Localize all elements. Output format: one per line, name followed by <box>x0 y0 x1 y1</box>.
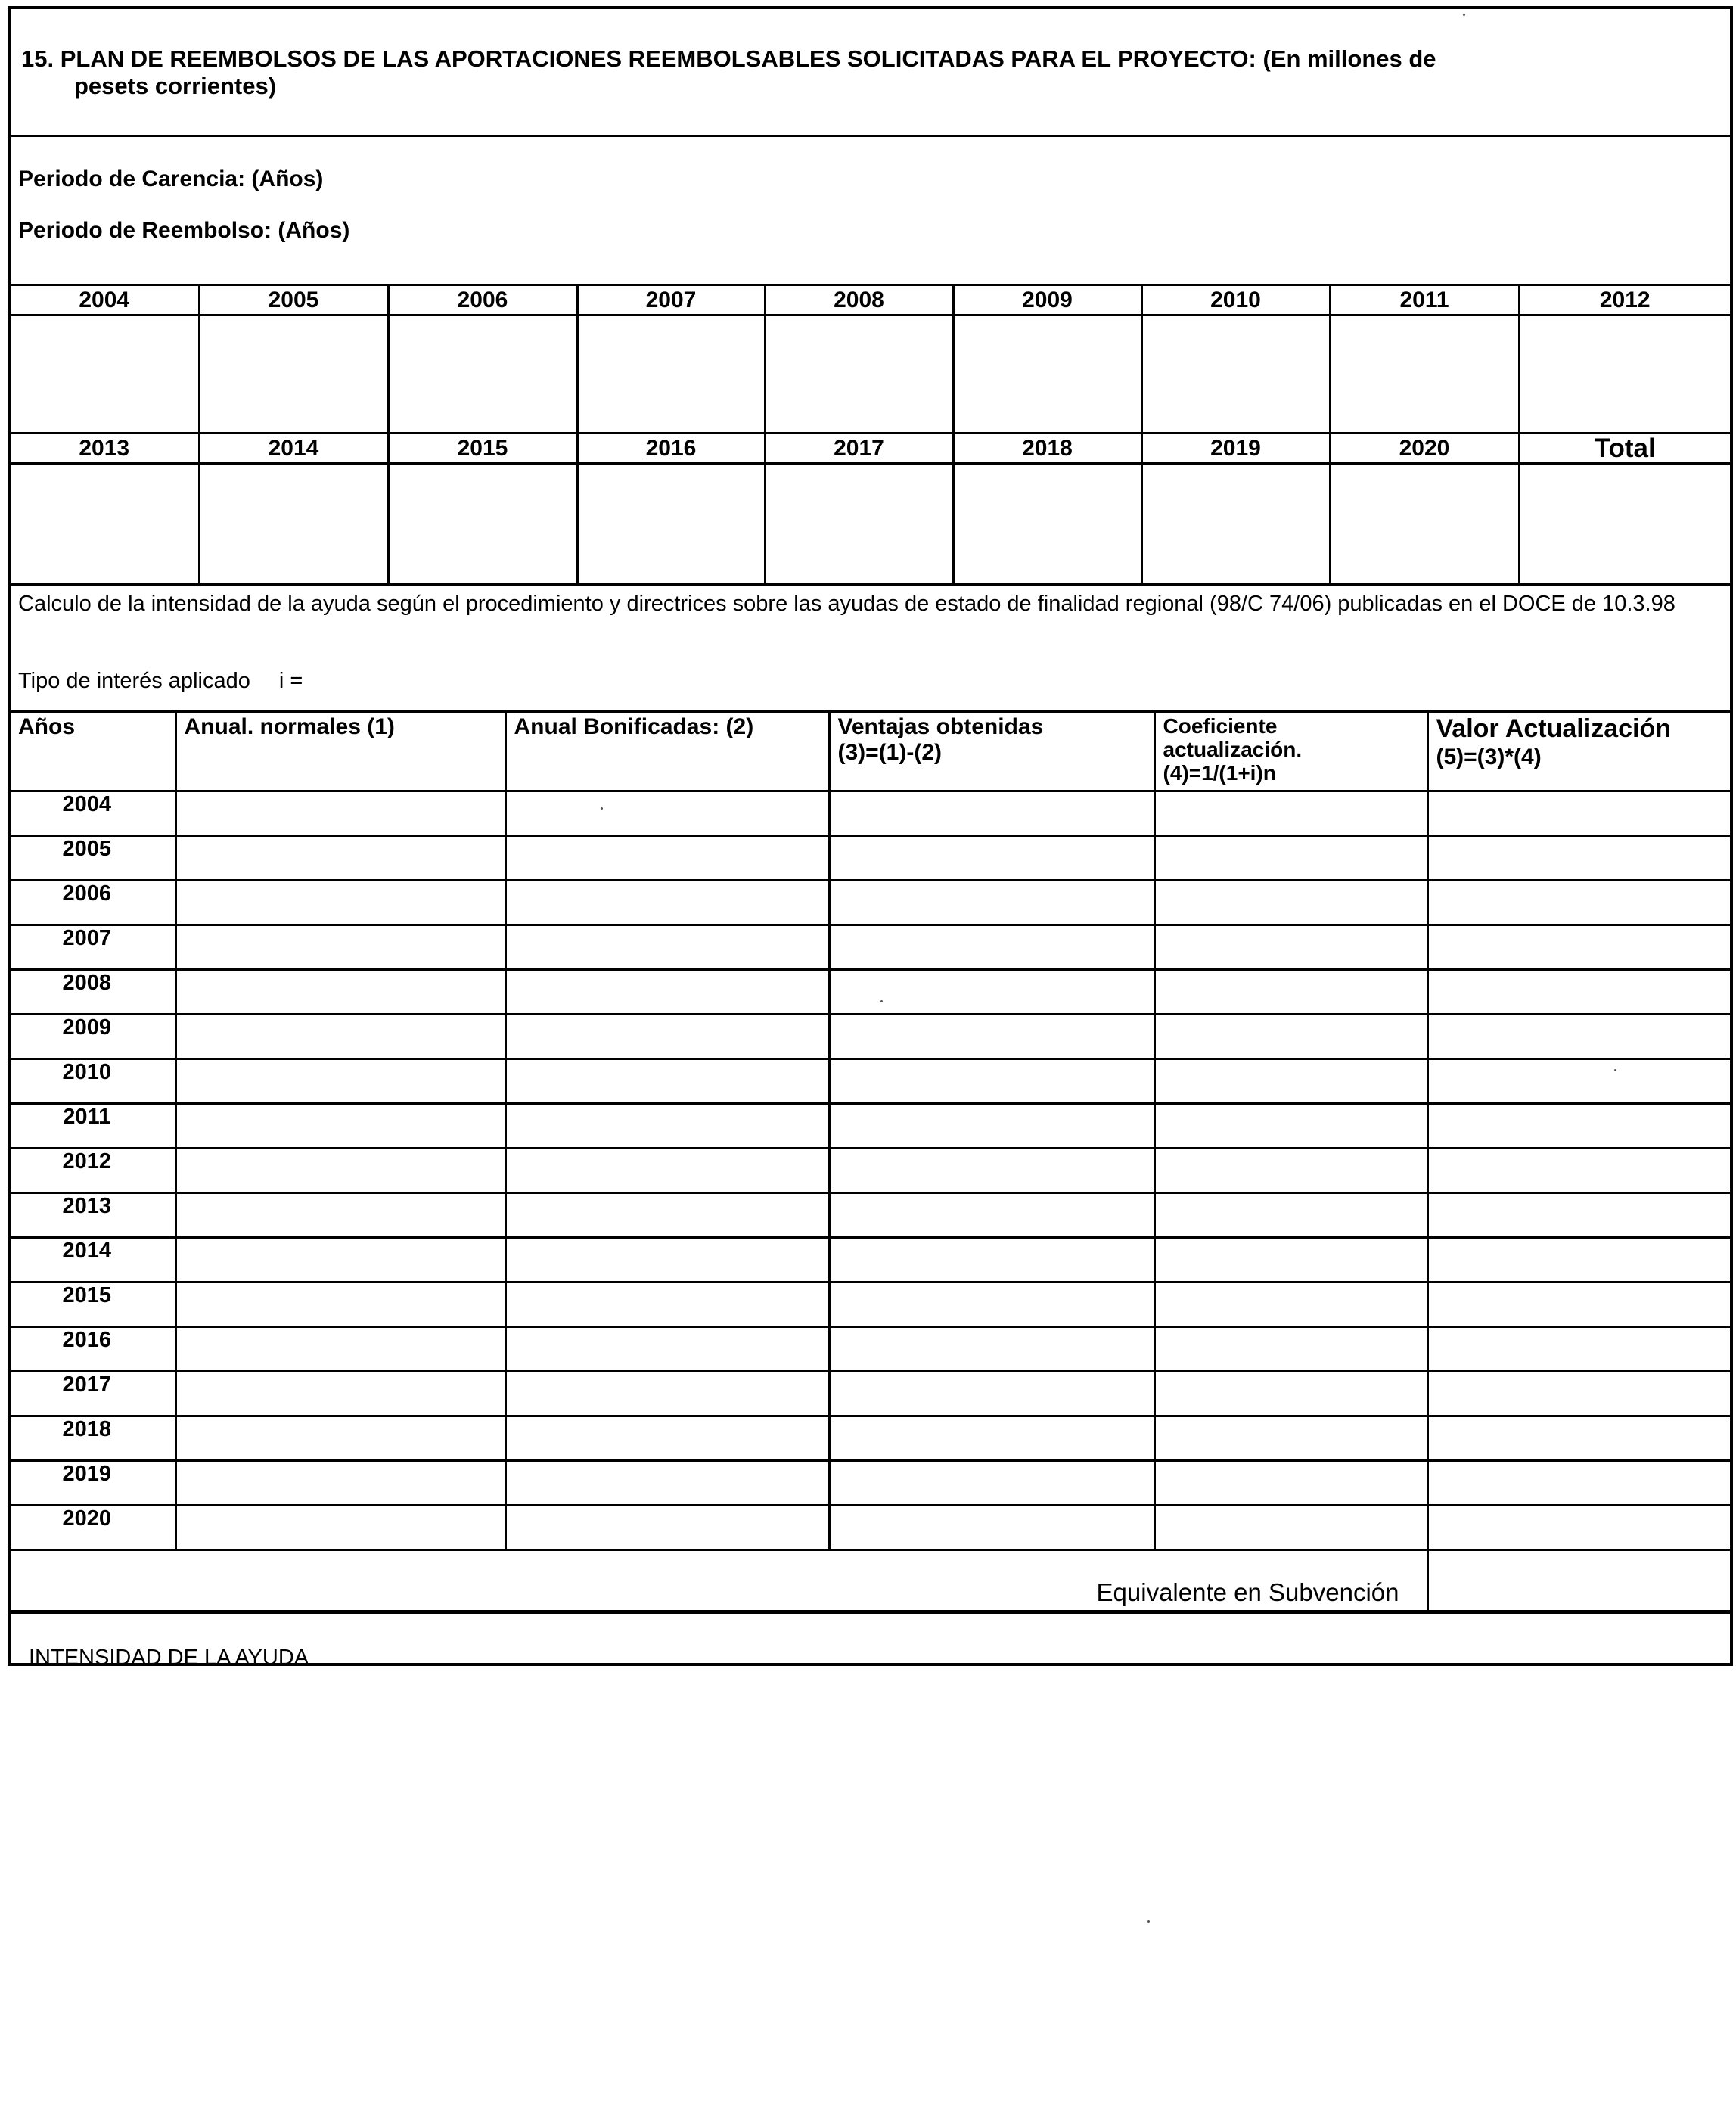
ventajas-field[interactable] <box>829 1015 1154 1059</box>
anual-normales-field[interactable] <box>175 970 505 1015</box>
year-header: 2009 <box>953 285 1141 316</box>
calc-table-header <box>11 712 1730 791</box>
year-header: 2010 <box>1141 285 1330 316</box>
coeficiente-field[interactable] <box>1154 970 1427 1015</box>
ventajas-field[interactable] <box>829 1238 1154 1282</box>
ventajas-field[interactable] <box>829 1416 1154 1461</box>
amount-field[interactable] <box>953 316 1141 434</box>
anual-bonificadas-field[interactable] <box>505 1059 829 1104</box>
anual-bonificadas-field[interactable] <box>505 1193 829 1238</box>
year-label: 2004 <box>11 791 175 836</box>
table-row <box>11 1416 1730 1461</box>
table-row <box>11 836 1730 881</box>
table-row <box>11 970 1730 1015</box>
divider <box>11 1612 1730 1614</box>
valor-actualizacion-field[interactable] <box>1427 836 1730 881</box>
year-header: 2004 <box>11 285 199 316</box>
anual-bonificadas-field[interactable] <box>505 1282 829 1327</box>
year-header: 2015 <box>388 434 577 464</box>
amount-field[interactable] <box>199 464 388 585</box>
anual-bonificadas-field[interactable] <box>505 1104 829 1149</box>
valor-actualizacion-field[interactable] <box>1427 1238 1730 1282</box>
periodo-carencia-label: Periodo de Carencia: (Años) <box>18 166 324 191</box>
anual-bonificadas-field[interactable] <box>505 1372 829 1416</box>
ventajas-field[interactable] <box>829 1461 1154 1506</box>
amount-field[interactable] <box>953 464 1141 585</box>
header-valor-line1: Valor Actualización <box>1436 714 1671 743</box>
table-row <box>11 1238 1730 1282</box>
year-header: 2012 <box>1519 285 1730 316</box>
anual-bonificadas-field[interactable] <box>505 1327 829 1372</box>
amount-row-2 <box>11 464 1730 585</box>
table-row <box>11 1461 1730 1506</box>
coeficiente-field[interactable] <box>1154 1238 1427 1282</box>
anual-normales-field[interactable] <box>175 791 505 836</box>
anual-normales-field[interactable] <box>175 1461 505 1506</box>
coeficiente-field[interactable] <box>1154 1506 1427 1550</box>
year-label: 2014 <box>11 1238 175 1282</box>
amount-field[interactable] <box>388 316 577 434</box>
year-label: 2013 <box>11 1193 175 1238</box>
table-row <box>11 925 1730 970</box>
coeficiente-field[interactable] <box>1154 1015 1427 1059</box>
valor-actualizacion-field[interactable] <box>1427 1015 1730 1059</box>
year-header: 2018 <box>953 434 1141 464</box>
year-header: 2017 <box>765 434 953 464</box>
year-header-row-2 <box>11 434 1730 464</box>
year-header: 2006 <box>388 285 577 316</box>
year-header: 2014 <box>199 434 388 464</box>
year-header: 2005 <box>199 285 388 316</box>
scan-speck <box>601 807 603 810</box>
anual-bonificadas-field[interactable] <box>505 791 829 836</box>
amount-field[interactable] <box>388 464 577 585</box>
valor-actualizacion-field[interactable] <box>1427 1372 1730 1416</box>
year-label: 2005 <box>11 836 175 881</box>
scan-speck <box>1147 1920 1150 1923</box>
ventajas-field[interactable] <box>829 1327 1154 1372</box>
table-row <box>11 1059 1730 1104</box>
coeficiente-field[interactable] <box>1154 1149 1427 1193</box>
header-ventajas <box>829 712 1154 791</box>
anual-normales-field[interactable] <box>175 1149 505 1193</box>
section-title-line2: pesets corrientes) <box>74 73 277 99</box>
anual-bonificadas-field[interactable] <box>505 836 829 881</box>
amount-field[interactable] <box>1141 316 1330 434</box>
section-title <box>21 45 1708 100</box>
anual-bonificadas-field[interactable] <box>505 1506 829 1550</box>
ventajas-field[interactable] <box>829 881 1154 925</box>
scan-speck <box>1463 14 1465 16</box>
scan-speck <box>880 1000 883 1002</box>
year-header: 2011 <box>1330 285 1519 316</box>
scan-speck <box>1614 1069 1616 1071</box>
header-coeficiente-line2: actualización. <box>1163 738 1303 761</box>
anual-bonificadas-field[interactable] <box>505 925 829 970</box>
table-row <box>11 1149 1730 1193</box>
coeficiente-field[interactable] <box>1154 1327 1427 1372</box>
anual-normales-field[interactable] <box>175 1238 505 1282</box>
coeficiente-field[interactable] <box>1154 1193 1427 1238</box>
year-label: 2019 <box>11 1461 175 1506</box>
section-title-line1: 15. PLAN DE REEMBOLSOS DE LAS APORTACIONES REEMBOLSABLES SOLICITADAS PARA EL PROYECTO: (En millones de <box>21 45 1436 72</box>
header-anual-normales: Anual. normales (1) <box>175 712 505 791</box>
ventajas-field[interactable] <box>829 970 1154 1015</box>
year-label: 2008 <box>11 970 175 1015</box>
valor-actualizacion-field[interactable] <box>1427 925 1730 970</box>
amount-field[interactable] <box>11 464 199 585</box>
anual-bonificadas-field[interactable] <box>505 1015 829 1059</box>
anual-bonificadas-field[interactable] <box>505 1461 829 1506</box>
amount-field[interactable] <box>577 464 765 585</box>
coeficiente-field[interactable] <box>1154 1372 1427 1416</box>
valor-actualizacion-field[interactable] <box>1427 1327 1730 1372</box>
coeficiente-field[interactable] <box>1154 1282 1427 1327</box>
table-row <box>11 1015 1730 1059</box>
ventajas-field[interactable] <box>829 1372 1154 1416</box>
amount-field[interactable] <box>1330 316 1519 434</box>
ventajas-field[interactable] <box>829 925 1154 970</box>
anual-normales-field[interactable] <box>175 836 505 881</box>
ventajas-field[interactable] <box>829 1059 1154 1104</box>
anual-bonificadas-field[interactable] <box>505 881 829 925</box>
ventajas-field[interactable] <box>829 1282 1154 1327</box>
table-row <box>11 1104 1730 1149</box>
valor-actualizacion-field[interactable] <box>1427 791 1730 836</box>
valor-actualizacion-field[interactable] <box>1427 1461 1730 1506</box>
header-coeficiente-line1: Coeficiente <box>1163 714 1278 738</box>
amount-field[interactable] <box>1519 316 1730 434</box>
divider <box>11 135 1730 137</box>
reembolsos-form <box>8 6 1733 1670</box>
year-label: 2018 <box>11 1416 175 1461</box>
tipo-interes-label: Tipo de interés aplicado <box>18 669 250 693</box>
anual-normales-field[interactable] <box>175 1059 505 1104</box>
ventajas-field[interactable] <box>829 1506 1154 1550</box>
anual-normales-field[interactable] <box>175 881 505 925</box>
year-header: 2016 <box>577 434 765 464</box>
year-header: 2013 <box>11 434 199 464</box>
anual-normales-field[interactable] <box>175 1015 505 1059</box>
valor-actualizacion-field[interactable] <box>1427 1059 1730 1104</box>
valor-actualizacion-field[interactable] <box>1427 970 1730 1015</box>
reembolso-year-grid <box>11 284 1730 586</box>
amount-field[interactable] <box>1330 464 1519 585</box>
year-label: 2017 <box>11 1372 175 1416</box>
amount-field[interactable] <box>199 316 388 434</box>
year-label: 2009 <box>11 1015 175 1059</box>
total-field[interactable] <box>1519 464 1730 585</box>
amount-field[interactable] <box>765 316 953 434</box>
header-valor-line2: (5)=(3)*(4) <box>1436 744 1542 769</box>
year-label: 2006 <box>11 881 175 925</box>
table-row <box>11 791 1730 836</box>
total-header: Total <box>1519 434 1730 464</box>
anual-bonificadas-field[interactable] <box>505 970 829 1015</box>
tipo-interes-value[interactable]: i = <box>278 669 303 693</box>
amount-field[interactable] <box>577 316 765 434</box>
year-header: 2008 <box>765 285 953 316</box>
amount-row-1 <box>11 316 1730 434</box>
coeficiente-field[interactable] <box>1154 1104 1427 1149</box>
ventajas-field[interactable] <box>829 791 1154 836</box>
equivalente-label: Equivalente en Subvención <box>11 1550 1427 1612</box>
coeficiente-field[interactable] <box>1154 1059 1427 1104</box>
header-coeficiente-line3: (4)=1/(1+i)n <box>1163 761 1276 785</box>
year-header: 2020 <box>1330 434 1519 464</box>
anual-normales-field[interactable] <box>175 1282 505 1327</box>
coeficiente-field[interactable] <box>1154 791 1427 836</box>
ventajas-field[interactable] <box>829 1149 1154 1193</box>
anual-normales-field[interactable] <box>175 1416 505 1461</box>
intensidad-label: INTENSIDAD DE LA AYUDA <box>29 1646 309 1670</box>
periodo-reembolso-label: Periodo de Reembolso: (Años) <box>18 218 350 243</box>
year-header: 2007 <box>577 285 765 316</box>
valor-actualizacion-field[interactable] <box>1427 1506 1730 1550</box>
header-ventajas-line2: (3)=(1)-(2) <box>837 740 943 765</box>
header-anos: Años <box>11 712 175 791</box>
table-row <box>11 1282 1730 1327</box>
anual-bonificadas-field[interactable] <box>505 1238 829 1282</box>
anual-normales-field[interactable] <box>175 1327 505 1372</box>
ventajas-field[interactable] <box>829 1104 1154 1149</box>
coeficiente-field[interactable] <box>1154 925 1427 970</box>
anual-normales-field[interactable] <box>175 1104 505 1149</box>
table-row <box>11 1506 1730 1550</box>
year-label: 2020 <box>11 1506 175 1550</box>
anual-normales-field[interactable] <box>175 1506 505 1550</box>
valor-actualizacion-field[interactable] <box>1427 1149 1730 1193</box>
equivalente-row <box>11 1550 1730 1612</box>
anual-normales-field[interactable] <box>175 925 505 970</box>
anual-normales-field[interactable] <box>175 1372 505 1416</box>
header-anual-bonificadas: Anual Bonificadas: (2) <box>505 712 829 791</box>
ventajas-field[interactable] <box>829 836 1154 881</box>
table-row <box>11 881 1730 925</box>
year-label: 2012 <box>11 1149 175 1193</box>
table-row <box>11 1193 1730 1238</box>
anual-bonificadas-field[interactable] <box>505 1149 829 1193</box>
year-header-row-1 <box>11 285 1730 316</box>
valor-actualizacion-field[interactable] <box>1427 1282 1730 1327</box>
intensidad-calc-table <box>11 710 1730 1612</box>
table-row <box>11 1372 1730 1416</box>
tipo-interes <box>18 669 303 694</box>
coeficiente-field[interactable] <box>1154 881 1427 925</box>
year-label: 2010 <box>11 1059 175 1104</box>
valor-actualizacion-field[interactable] <box>1427 1416 1730 1461</box>
year-label: 2011 <box>11 1104 175 1149</box>
ventajas-field[interactable] <box>829 1193 1154 1238</box>
coeficiente-field[interactable] <box>1154 1461 1427 1506</box>
amount-field[interactable] <box>765 464 953 585</box>
header-coeficiente <box>1154 712 1427 791</box>
calculo-description: Calculo de la intensidad de la ayuda según el procedimiento y directrices sobre las ayudas de estado de finalidad regional (98/C 74/06) publicadas en el DOCE de 10.3.98 <box>18 592 1675 616</box>
anual-normales-field[interactable] <box>175 1193 505 1238</box>
valor-actualizacion-field[interactable] <box>1427 1193 1730 1238</box>
year-header: 2019 <box>1141 434 1330 464</box>
amount-field[interactable] <box>11 316 199 434</box>
amount-field[interactable] <box>1141 464 1330 585</box>
coeficiente-field[interactable] <box>1154 1416 1427 1461</box>
table-row <box>11 1327 1730 1372</box>
year-label: 2016 <box>11 1327 175 1372</box>
header-valor-actualizacion <box>1427 712 1730 791</box>
valor-actualizacion-field[interactable] <box>1427 1104 1730 1149</box>
coeficiente-field[interactable] <box>1154 836 1427 881</box>
header-ventajas-line1: Ventajas obtenidas <box>837 714 1044 739</box>
valor-actualizacion-field[interactable] <box>1427 881 1730 925</box>
year-label: 2007 <box>11 925 175 970</box>
equivalente-field[interactable] <box>1427 1550 1730 1612</box>
anual-bonificadas-field[interactable] <box>505 1416 829 1461</box>
year-label: 2015 <box>11 1282 175 1327</box>
